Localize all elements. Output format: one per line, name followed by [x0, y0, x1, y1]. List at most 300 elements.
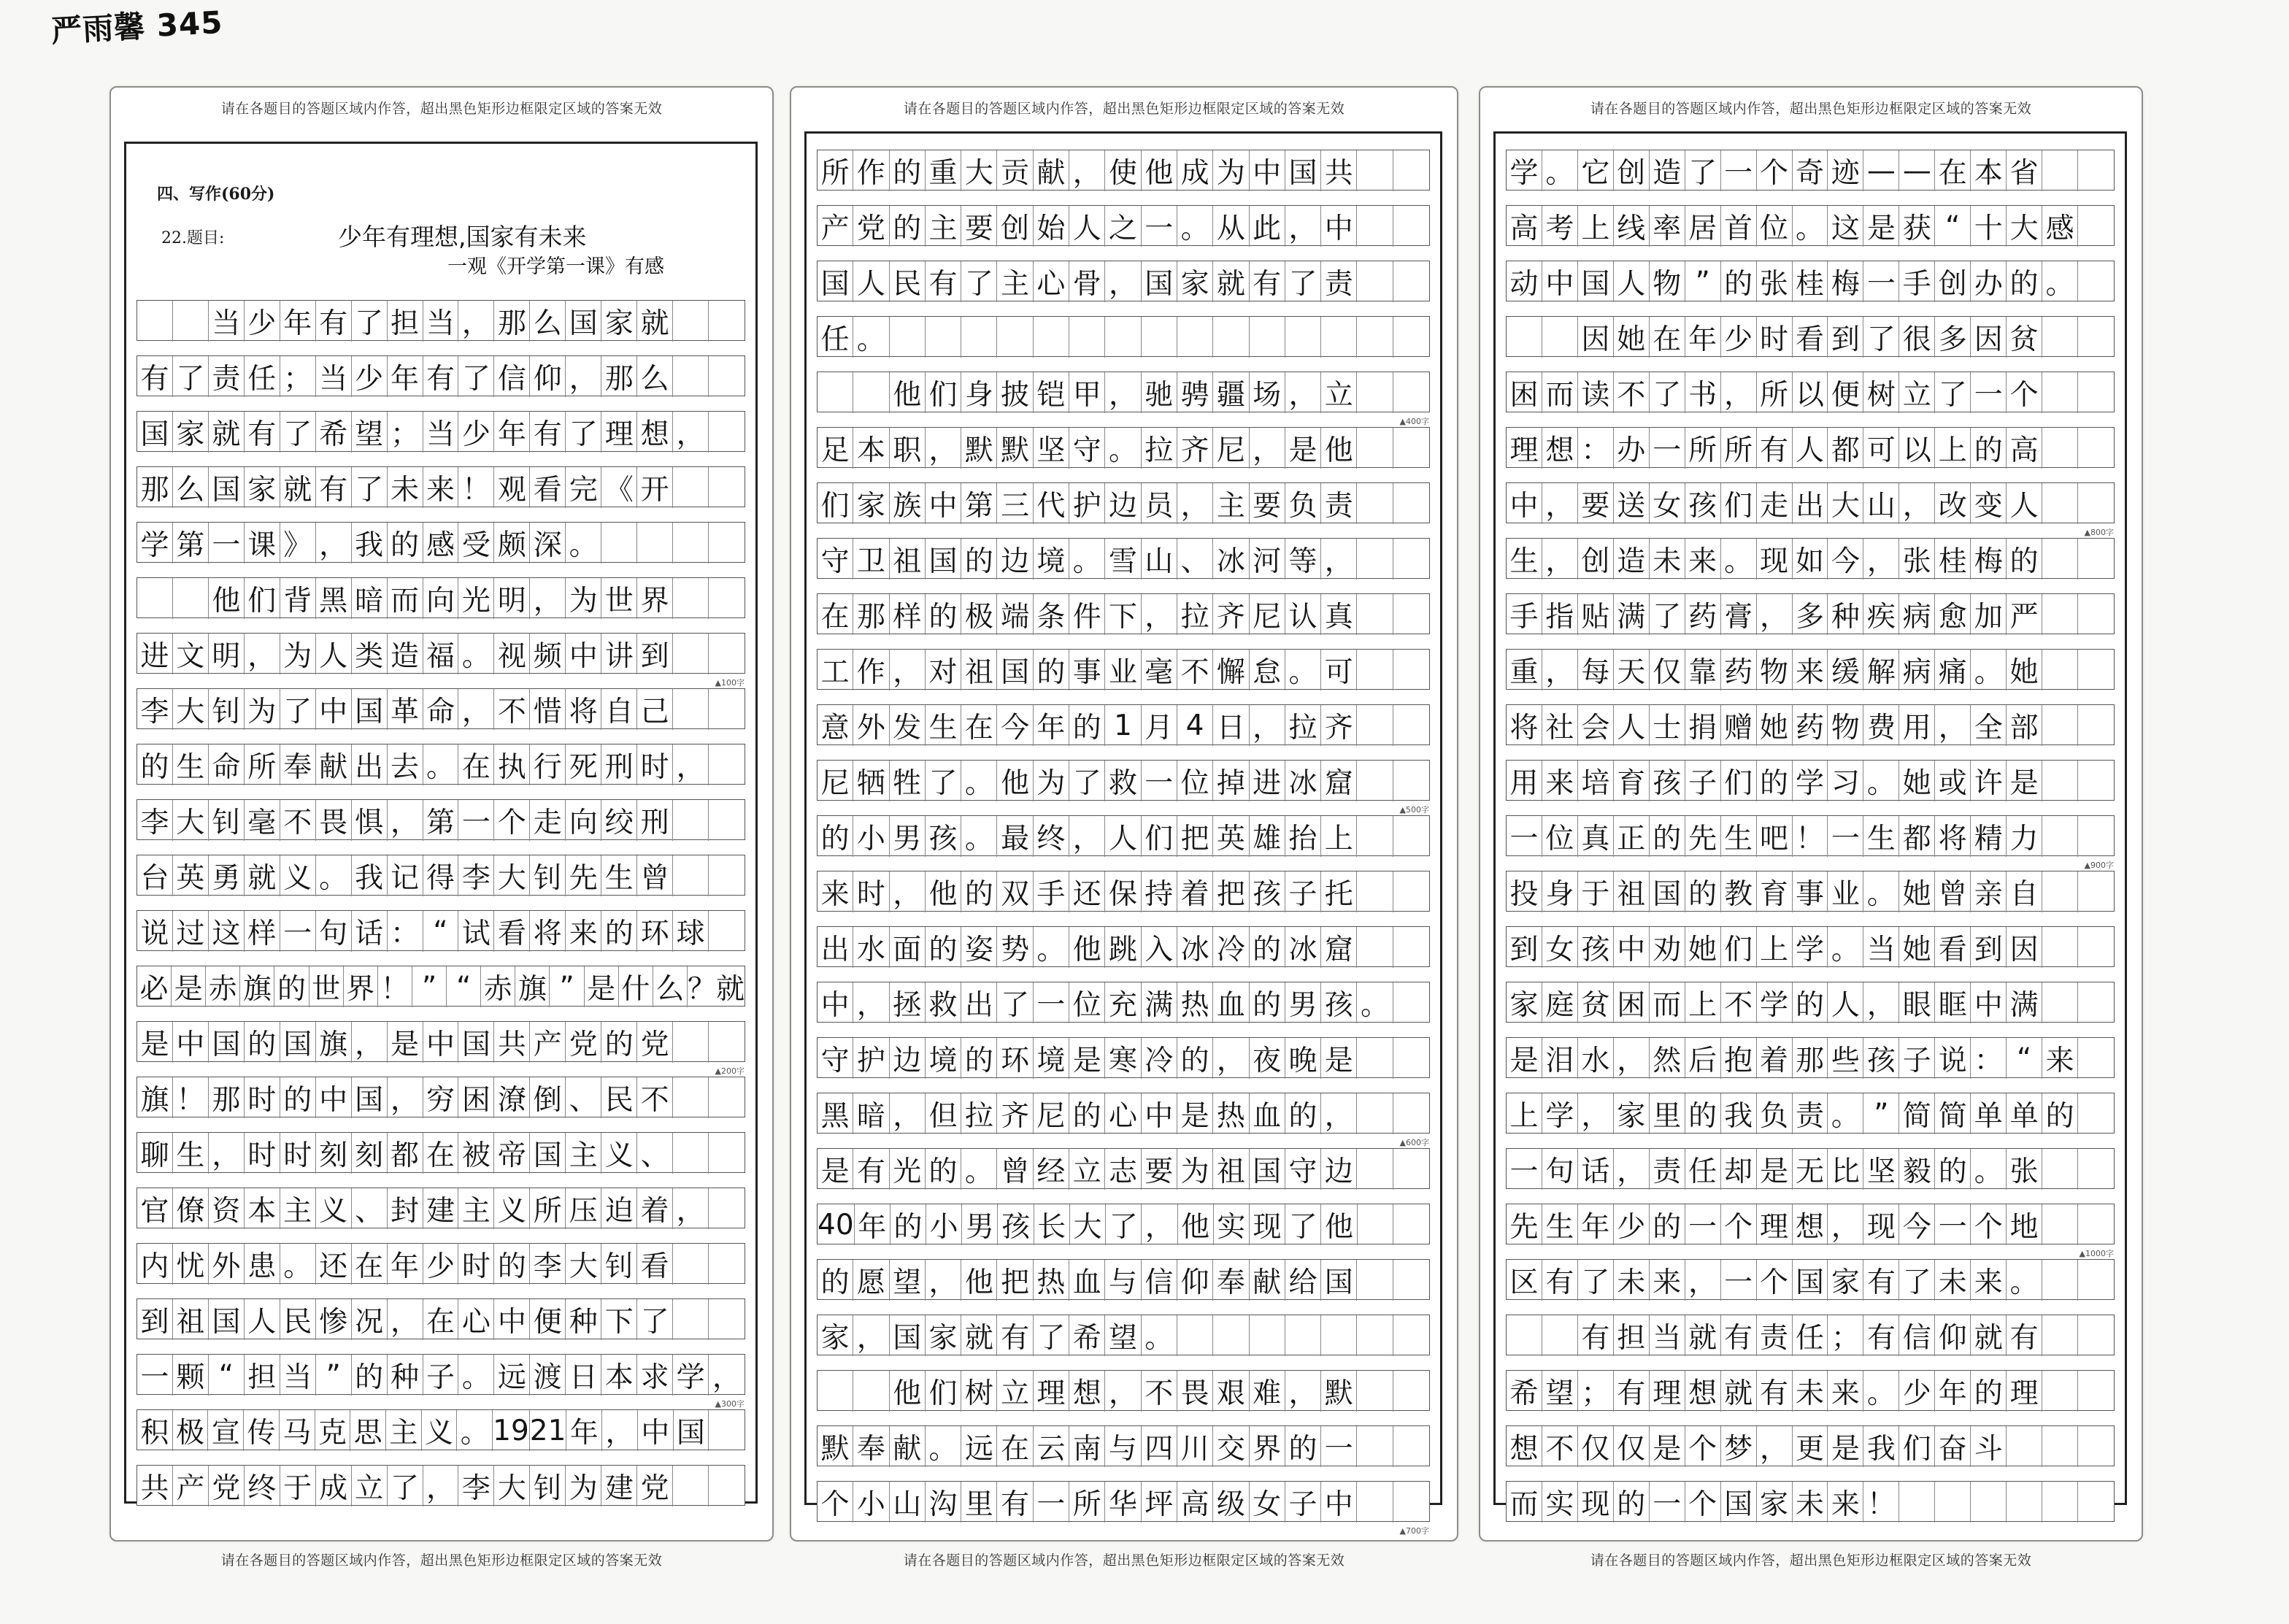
grid-cell: 学 — [1793, 927, 1828, 968]
grid-cell: 来 — [1542, 761, 1578, 801]
grid-cell: 端 — [997, 594, 1033, 635]
grid-cell: 物 — [1650, 261, 1685, 302]
grid-cell: ， — [1828, 1204, 1863, 1245]
grid-cell: 个 — [1685, 1426, 1721, 1467]
grid-cell: 拉 — [1177, 594, 1213, 635]
grid-cell: 国 — [1250, 1149, 1285, 1190]
grid-cell: 贡 — [997, 150, 1033, 191]
grid-cell: 有 — [245, 412, 280, 453]
grid-cell: 命 — [209, 744, 245, 785]
grid-cell: 在 — [423, 1133, 459, 1174]
grid-cell — [1105, 317, 1141, 358]
grid-cell: 年 — [494, 412, 530, 453]
grid-cell: 改 — [1935, 483, 1971, 524]
grid-cell — [673, 1299, 709, 1340]
grid-cell — [2007, 1426, 2042, 1467]
grid-cell: 中 — [1507, 483, 1542, 524]
grid-cell — [1357, 483, 1393, 524]
grid-cell: 为 — [566, 578, 601, 619]
grid-cell: 曾 — [997, 1149, 1033, 1190]
grid-cell — [709, 800, 745, 841]
grid-cell — [2042, 1315, 2078, 1356]
grid-cell: ， — [1177, 483, 1213, 524]
grid-cell: 学 — [1542, 1093, 1578, 1134]
grid-cell: 因 — [2007, 927, 2042, 968]
grid-cell: 等 — [1285, 539, 1321, 580]
grid-cell — [1393, 705, 1429, 746]
question-label: 22.题目: — [161, 229, 225, 247]
grid-cell: 李 — [137, 800, 173, 841]
grid-cell: 眶 — [1935, 982, 1971, 1023]
grid-cell: 主 — [1213, 483, 1249, 524]
grid-cell: 了 — [1863, 317, 1899, 358]
grid-cell: 而 — [1507, 1482, 1542, 1523]
grid-cell: 为 — [245, 689, 280, 730]
grid-cell: 担 — [245, 1355, 280, 1396]
grid-cell: 他 — [1142, 150, 1177, 191]
grid-cell: 。 — [961, 1149, 997, 1190]
grid-cell: 一 — [1971, 372, 2007, 413]
grid-cell — [890, 317, 926, 358]
grid-cell: 药 — [1721, 650, 1757, 690]
grid-cell: 主 — [926, 206, 961, 247]
grid-row — [817, 1148, 1430, 1189]
grid-cell — [1393, 1204, 1429, 1245]
grid-cell: 任 — [818, 317, 853, 358]
grid-cell: 仰 — [530, 356, 566, 397]
grid-cell: 毫 — [1142, 650, 1177, 690]
grid-cell: 夜 — [1250, 1038, 1285, 1079]
grid-cell: 4 — [1177, 705, 1213, 746]
grid-cell: 大 — [2007, 206, 2042, 247]
grid-cell: 但 — [926, 1093, 961, 1134]
grid-cell: 革 — [388, 689, 423, 730]
grid-cell: 牺 — [853, 761, 889, 801]
grid-cell: 责 — [209, 356, 245, 397]
grid-cell — [2042, 1482, 2078, 1523]
grid-cell: 赤 — [481, 966, 515, 1007]
grid-cell — [2078, 1315, 2114, 1356]
grid-cell — [1393, 594, 1429, 635]
grid-cell: 未 — [388, 467, 423, 508]
grid-cell — [2078, 206, 2114, 247]
grid-cell: 精 — [1971, 816, 2007, 857]
grid-cell: 到 — [637, 634, 673, 674]
grid-cell: 志 — [1105, 1149, 1141, 1190]
grid-cell: 赤 — [206, 966, 240, 1007]
grid-cell: 率 — [1650, 206, 1685, 247]
grid-cell: 忧 — [173, 1244, 209, 1285]
grid-cell: 势 — [997, 927, 1033, 968]
grid-cell: 英 — [173, 855, 209, 896]
grid-cell: 冰 — [1177, 927, 1213, 968]
grid-cell: 梅 — [1828, 261, 1863, 302]
grid-cell: 家 — [245, 467, 280, 508]
grid-cell: 献 — [890, 1426, 926, 1467]
grid-cell: ， — [1142, 1204, 1177, 1245]
grid-cell: 一 — [1721, 1260, 1757, 1301]
grid-cell: 面 — [890, 927, 926, 968]
grid-cell: 它 — [1578, 150, 1614, 191]
grid-cell: 一 — [1828, 816, 1863, 857]
grid-cell — [1357, 372, 1393, 413]
grid-cell: 始 — [1034, 206, 1069, 247]
grid-cell: 育 — [1614, 761, 1650, 801]
grid-cell: 年 — [855, 1204, 890, 1245]
grid-cell: 。 — [1863, 761, 1899, 801]
grid-cell: 来 — [2042, 1038, 2078, 1079]
grid-cell: 祖 — [890, 539, 926, 580]
grid-cell: 书 — [1685, 372, 1721, 413]
grid-cell: 着 — [637, 1188, 673, 1229]
grid-cell: 家 — [601, 301, 637, 342]
grid-cell — [1358, 1204, 1393, 1245]
grid-cell: 在 — [961, 705, 997, 746]
grid-cell: 四 — [1142, 1426, 1177, 1467]
grid-cell — [673, 634, 709, 674]
grid-row — [817, 538, 1430, 579]
grid-cell: 国 — [352, 1077, 388, 1118]
grid-cell: 的 — [137, 744, 173, 785]
grid-cell: 。 — [458, 634, 494, 674]
grid-cell — [1393, 816, 1429, 857]
grid-cell: 这 — [209, 911, 245, 952]
grid-cell — [1357, 428, 1393, 469]
grid-cell: 于 — [280, 1466, 316, 1506]
grid-cell: 惜 — [530, 689, 566, 730]
grid-cell: 子 — [1285, 871, 1321, 912]
grid-cell: 当 — [316, 356, 352, 397]
grid-cell: 他 — [961, 1260, 997, 1301]
grid-row — [817, 871, 1430, 912]
grid-cell: 深 — [530, 523, 566, 563]
grid-cell: 中 — [1250, 150, 1285, 191]
grid-cell: 一 — [1034, 982, 1069, 1023]
grid-cell: 极 — [173, 1410, 209, 1451]
grid-cell: 国 — [530, 1133, 566, 1174]
grid-cell: 时 — [1757, 317, 1793, 358]
grid-cell: 齐 — [1177, 428, 1213, 469]
grid-cell: 自 — [2007, 871, 2042, 912]
grid-cell: 年 — [1034, 705, 1069, 746]
grid-cell: 大 — [494, 1466, 530, 1506]
grid-cell: 本 — [853, 428, 889, 469]
grid-cell: 的 — [352, 1355, 388, 1396]
grid-cell: 他 — [1069, 927, 1105, 968]
grid-cell: 代 — [1034, 483, 1069, 524]
grid-cell: 将 — [1935, 816, 1971, 857]
grid-cell: 抬 — [1285, 816, 1321, 857]
grid-cell: 球 — [673, 911, 709, 952]
grid-cell: 尼 — [1034, 1093, 1069, 1134]
grid-cell: 来 — [566, 911, 601, 952]
grid-cell — [673, 855, 709, 896]
grid-cell — [926, 317, 961, 358]
grid-cell: 任 — [245, 356, 280, 397]
grid-cell: 们 — [1721, 761, 1757, 801]
grid-row — [136, 577, 745, 618]
grid-cell: 望 — [1105, 1315, 1141, 1356]
grid-cell: 暗 — [352, 578, 388, 619]
writing-grid — [1506, 150, 2115, 1536]
grid-cell: 物 — [1757, 650, 1793, 690]
grid-cell: 或 — [1935, 761, 1971, 801]
grid-cell: 共 — [137, 1466, 173, 1506]
grid-cell — [637, 523, 673, 563]
grid-cell: 家 — [1177, 261, 1213, 302]
grid-cell: 频 — [530, 634, 566, 674]
grid-cell — [709, 412, 745, 453]
grid-cell: ： — [388, 911, 423, 952]
grid-cell: 国 — [566, 301, 601, 342]
grid-cell — [853, 372, 889, 413]
grid-cell: 孩 — [1578, 927, 1614, 968]
grid-cell: 来 — [1793, 650, 1828, 690]
grid-cell — [1393, 650, 1429, 690]
grid-cell: 话 — [1578, 1149, 1614, 1190]
grid-cell — [1357, 539, 1393, 580]
grid-cell: 守 — [818, 1038, 853, 1079]
grid-cell: 个 — [1685, 1482, 1721, 1523]
grid-cell: 绞 — [601, 800, 637, 841]
grid-cell: 天 — [1614, 650, 1650, 690]
grid-cell: 疆 — [1213, 372, 1249, 413]
grid-cell: 高 — [2007, 428, 2042, 469]
grid-cell — [1285, 1315, 1321, 1356]
grid-cell — [709, 356, 745, 397]
grid-cell: 守 — [1069, 428, 1105, 469]
grid-cell — [961, 317, 997, 358]
grid-cell: 有 — [1757, 1371, 1793, 1412]
grid-cell: 旗 — [515, 966, 550, 1007]
grid-cell — [1393, 871, 1429, 912]
grid-cell: 到 — [137, 1299, 173, 1340]
grid-cell: 立 — [1899, 372, 1935, 413]
grid-cell: 在 — [997, 1426, 1033, 1467]
grid-cell: ， — [1285, 372, 1321, 413]
grid-cell: 个 — [818, 1482, 853, 1523]
grid-cell: 了 — [458, 356, 494, 397]
grid-cell: 吧 — [1757, 816, 1793, 857]
grid-cell: 交 — [1213, 1426, 1249, 1467]
grid-cell — [1357, 1482, 1393, 1523]
grid-cell: “ — [447, 966, 481, 1007]
grid-cell: 了 — [1650, 594, 1685, 635]
grid-cell: 创 — [1935, 261, 1971, 302]
grid-cell: 着 — [1757, 1038, 1793, 1079]
grid-cell: 因 — [1578, 317, 1614, 358]
grid-cell: 家 — [1828, 1260, 1863, 1301]
word-count-marker: ▲600字 — [1399, 1138, 1429, 1147]
grid-cell — [2042, 1371, 2078, 1412]
grid-cell: 一 — [1721, 150, 1757, 191]
grid-cell: 中 — [1321, 206, 1357, 247]
grid-cell: ， — [423, 1466, 459, 1506]
grid-cell: 中 — [1321, 1482, 1357, 1523]
grid-cell: 都 — [388, 1133, 423, 1174]
grid-cell: 年 — [388, 356, 423, 397]
grid-cell: 场 — [1250, 372, 1285, 413]
grid-cell: “ — [423, 911, 459, 952]
grid-cell: 贴 — [1578, 594, 1614, 635]
grid-cell — [2078, 1426, 2114, 1467]
grid-row — [1506, 649, 2115, 690]
grid-cell: 学 — [673, 1355, 709, 1396]
grid-cell: 当 — [423, 301, 459, 342]
grid-cell: 来 — [1828, 1371, 1863, 1412]
grid-cell: 的 — [245, 1022, 280, 1063]
grid-cell: 上 — [1935, 428, 1971, 469]
grid-cell: 那 — [601, 356, 637, 397]
grid-cell: 坚 — [1863, 1149, 1899, 1190]
grid-row — [1506, 1370, 2115, 1411]
grid-cell — [673, 1022, 709, 1063]
grid-cell: ” — [1685, 261, 1721, 302]
notice-bottom: 请在各题目的答题区域内作答，超出黑色矩形边框限定区域的答案无效 — [903, 1552, 1345, 1569]
grid-cell: 。 — [458, 1355, 494, 1396]
grid-cell: 山 — [890, 1482, 926, 1523]
grid-cell — [2078, 317, 2114, 358]
grid-cell: 们 — [1142, 816, 1177, 857]
grid-cell: 力 — [2007, 816, 2042, 857]
grid-cell — [1357, 1371, 1393, 1412]
grid-cell: 冰 — [1213, 539, 1249, 580]
grid-cell: 文 — [173, 634, 209, 674]
grid-cell: 英 — [1213, 816, 1249, 857]
grid-cell — [673, 301, 709, 342]
grid-cell: 的 — [890, 1204, 926, 1245]
grid-cell: 高 — [1507, 206, 1542, 247]
grid-cell: 潦 — [494, 1077, 530, 1118]
grid-cell — [2042, 1204, 2078, 1245]
grid-cell: 刑 — [601, 744, 637, 785]
grid-cell: 任 — [1685, 1149, 1721, 1190]
grid-row — [1506, 1481, 2115, 1522]
grid-cell: 现 — [1578, 1482, 1614, 1523]
grid-cell: 任 — [1793, 1315, 1828, 1356]
grid-cell: 获 — [1899, 206, 1935, 247]
grid-cell — [2078, 1204, 2114, 1245]
grid-cell — [2078, 1149, 2114, 1190]
grid-cell: ， — [1863, 982, 1899, 1023]
grid-cell — [2078, 539, 2114, 580]
grid-cell: 男 — [962, 1204, 998, 1245]
grid-cell: 中 — [1971, 982, 2007, 1023]
grid-cell: 发 — [890, 705, 926, 746]
grid-cell: 沟 — [926, 1482, 961, 1523]
grid-cell: 热 — [1034, 1260, 1069, 1301]
grid-cell: 牲 — [890, 761, 926, 801]
grid-cell: 而 — [388, 578, 423, 619]
grid-cell: 齐 — [1213, 594, 1249, 635]
grid-cell — [2042, 927, 2078, 968]
grid-cell — [1357, 261, 1393, 302]
grid-cell: ， — [1142, 594, 1177, 635]
grid-cell: 那 — [494, 301, 530, 342]
grid-row — [817, 205, 1430, 246]
grid-cell: 。 — [1142, 1315, 1177, 1356]
grid-row — [136, 1132, 745, 1173]
grid-cell: 马 — [280, 1410, 315, 1451]
grid-cell: 旗 — [137, 1077, 173, 1118]
grid-cell: 有 — [2007, 1315, 2042, 1356]
grid-cell: 信 — [1142, 1260, 1177, 1301]
grid-cell: 句 — [1542, 1149, 1578, 1190]
grid-cell: 。 — [1863, 1371, 1899, 1412]
grid-cell — [673, 800, 709, 841]
grid-cell: 奉 — [1213, 1260, 1249, 1301]
grid-cell: 今 — [1828, 539, 1863, 580]
grid-cell — [673, 523, 709, 563]
grid-cell: 所 — [818, 150, 853, 191]
grid-cell: 献 — [316, 744, 352, 785]
grid-cell: 中 — [173, 1022, 209, 1063]
grid-cell — [2078, 1093, 2114, 1134]
grid-cell: 严 — [2007, 594, 2042, 635]
grid-cell: 梦 — [1721, 1426, 1757, 1467]
grid-cell: 钊 — [209, 800, 245, 841]
grid-cell: 级 — [1213, 1482, 1249, 1523]
grid-cell: 就 — [1685, 1315, 1721, 1356]
grid-cell: 救 — [1105, 761, 1141, 801]
grid-cell: ， — [602, 1410, 638, 1451]
grid-cell: 境 — [1034, 1038, 1069, 1079]
grid-cell: 在 — [423, 1299, 459, 1340]
grid-cell: 祖 — [961, 650, 997, 690]
grid-cell: 了 — [566, 412, 601, 453]
grid-row — [136, 744, 745, 785]
grid-cell: 看 — [1935, 927, 1971, 968]
grid-cell: 。 — [280, 1244, 316, 1285]
grid-cell — [709, 744, 745, 785]
grid-row — [817, 1204, 1430, 1244]
grid-cell: 的 — [961, 1038, 997, 1079]
grid-cell: 国 — [674, 1410, 709, 1451]
grid-cell — [1357, 1038, 1393, 1079]
grid-cell — [2042, 539, 2078, 580]
grid-cell: ， — [1105, 261, 1141, 302]
grid-cell: ， — [1542, 483, 1578, 524]
grid-cell: ， — [566, 356, 601, 397]
notice-top: 请在各题目的答题区域内作答，超出黑色矩形边框限定区域的答案无效 — [220, 101, 663, 117]
grid-cell: 在 — [1935, 150, 1971, 191]
grid-cell: 什 — [619, 966, 653, 1007]
grid-cell: 《 — [601, 467, 637, 508]
grid-cell: 国 — [209, 467, 245, 508]
grid-cell: 铠 — [1034, 372, 1069, 413]
grid-cell: 把 — [1177, 816, 1213, 857]
grid-cell: 的 — [1285, 1426, 1321, 1467]
grid-cell: “ — [1935, 206, 1971, 247]
grid-cell: 为 — [1213, 150, 1249, 191]
grid-cell — [2078, 705, 2114, 746]
grid-cell: 这 — [1828, 206, 1863, 247]
grid-cell: 主 — [566, 1133, 601, 1174]
grid-cell: 国 — [1578, 261, 1614, 302]
grid-cell — [1393, 1315, 1429, 1356]
grid-cell: 所 — [1685, 428, 1721, 469]
grid-cell: 主 — [458, 1188, 494, 1229]
grid-cell: 光 — [890, 1149, 926, 1190]
grid-cell: 想 — [1542, 428, 1578, 469]
grid-cell: 手 — [1507, 594, 1542, 635]
grid-cell: 的 — [2007, 261, 2042, 302]
grid-row — [1506, 704, 2115, 745]
grid-cell: 每 — [1578, 650, 1614, 690]
grid-cell: 背 — [280, 578, 316, 619]
grid-row — [1506, 1259, 2115, 1300]
grid-cell: 视 — [494, 634, 530, 674]
